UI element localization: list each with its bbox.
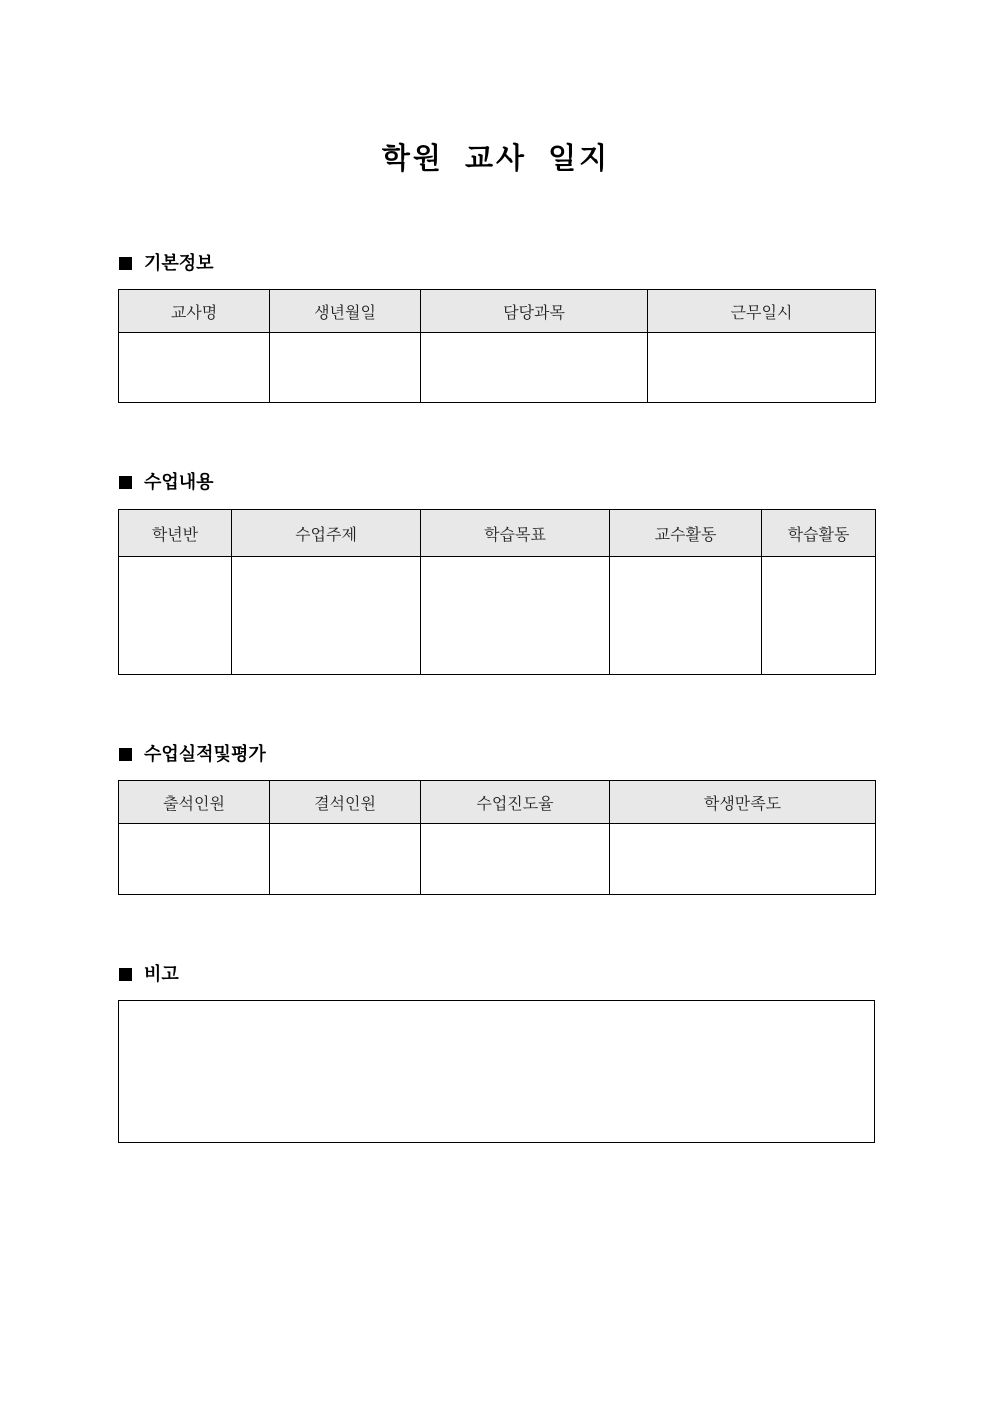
section-heading-class-content bbox=[119, 471, 214, 495]
section-title: 기본정보 bbox=[144, 253, 214, 274]
class-topic-cell[interactable] bbox=[232, 557, 421, 675]
square-bullet-icon bbox=[119, 748, 132, 761]
work-datetime-cell[interactable] bbox=[648, 333, 876, 403]
learning-activity-cell[interactable] bbox=[762, 557, 876, 675]
column-header-subject: 담당과목 bbox=[421, 290, 648, 333]
column-header-class-topic: 수업주제 bbox=[232, 510, 421, 557]
column-header-satisfaction: 학생만족도 bbox=[610, 781, 876, 824]
page-title: 학원 교사 일지 bbox=[381, 141, 611, 175]
square-bullet-icon bbox=[119, 257, 132, 270]
section-heading-basic-info bbox=[119, 252, 214, 276]
attendance-cell[interactable] bbox=[119, 824, 270, 895]
column-header-progress-rate: 수업진도율 bbox=[421, 781, 610, 824]
square-bullet-icon bbox=[119, 476, 132, 489]
column-header-birth-date: 생년월일 bbox=[270, 290, 421, 333]
performance-table bbox=[118, 780, 876, 895]
grade-class-cell[interactable] bbox=[119, 557, 232, 675]
section-title: 비고 bbox=[144, 964, 179, 985]
teaching-activity-cell[interactable] bbox=[610, 557, 762, 675]
column-header-attendance: 출석인원 bbox=[119, 781, 270, 824]
learning-goal-cell[interactable] bbox=[421, 557, 610, 675]
column-header-learning-activity: 학습활동 bbox=[762, 510, 876, 557]
remarks-box[interactable] bbox=[118, 1000, 875, 1143]
column-header-learning-goal: 학습목표 bbox=[421, 510, 610, 557]
column-header-grade-class: 학년반 bbox=[119, 510, 232, 557]
subject-cell[interactable] bbox=[421, 333, 648, 403]
column-header-work-datetime: 근무일시 bbox=[648, 290, 876, 333]
column-header-absence: 결석인원 bbox=[270, 781, 421, 824]
section-heading-remarks bbox=[119, 963, 179, 987]
column-header-teaching-activity: 교수활동 bbox=[610, 510, 762, 557]
basic-info-table bbox=[118, 289, 876, 403]
section-heading-performance bbox=[119, 743, 266, 767]
column-header-teacher-name: 교사명 bbox=[119, 290, 270, 333]
birth-date-cell[interactable] bbox=[270, 333, 421, 403]
progress-rate-cell[interactable] bbox=[421, 824, 610, 895]
absence-cell[interactable] bbox=[270, 824, 421, 895]
class-content-table bbox=[118, 509, 876, 675]
teacher-name-cell[interactable] bbox=[119, 333, 270, 403]
section-title: 수업내용 bbox=[144, 472, 214, 493]
satisfaction-cell[interactable] bbox=[610, 824, 876, 895]
square-bullet-icon bbox=[119, 968, 132, 981]
section-title: 수업실적및평가 bbox=[144, 744, 266, 765]
